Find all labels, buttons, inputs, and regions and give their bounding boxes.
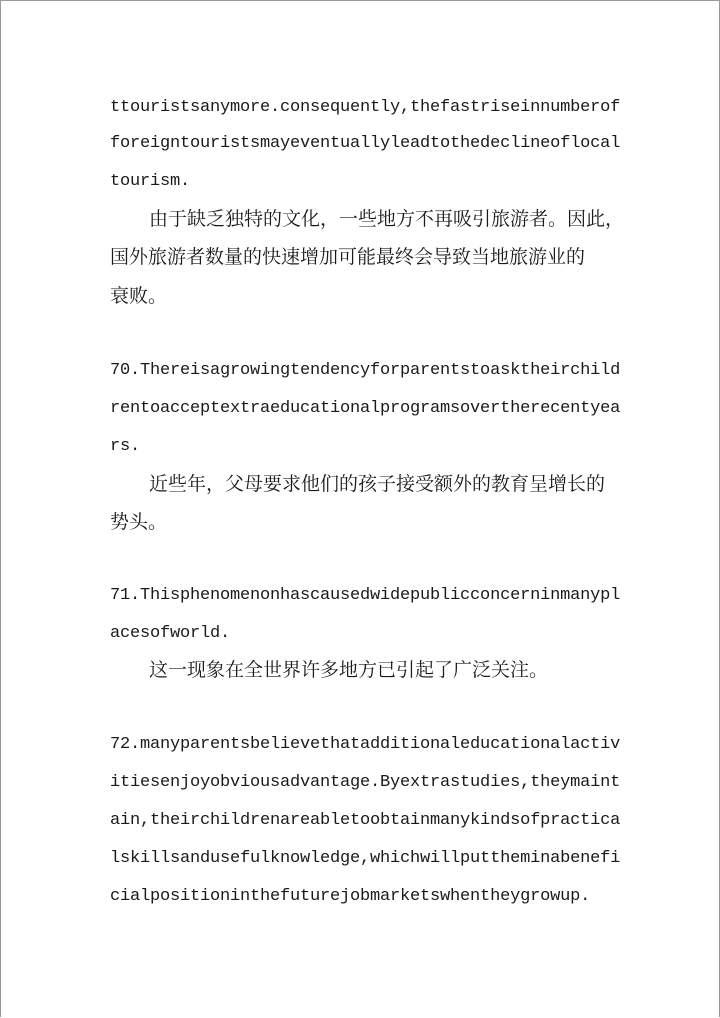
english-line: rs.: [110, 437, 141, 456]
chinese-translation-line: 这一现象在全世界许多地方已引起了广泛关注。: [149, 659, 549, 681]
english-line: 71.Thisphenomenonhascausedwidepublicconcerninmanypl: [110, 586, 621, 605]
english-line: cialpositioninthefuturejobmarketswhentheygrowup.: [110, 887, 591, 906]
chinese-translation-line: 近些年，父母要求他们的孩子接受额外的教育呈增长的: [149, 473, 606, 495]
chinese-translation-line: 势头。: [110, 511, 168, 533]
english-line: tourism.: [110, 172, 191, 191]
english-line: rentoacceptextraeducationalprogramsovertherecentyea: [110, 399, 621, 418]
english-line: ain,theirchildrenareabletoobtainmanykindsofpractica: [110, 811, 621, 830]
english-line: itiesenjoyobviousadvantage.Byextrastudies,theymaint: [110, 773, 621, 792]
chinese-translation-line: 衰败。: [110, 285, 168, 307]
english-line: lskillsandusefulknowledge,whichwillputtheminabenefi: [110, 849, 621, 868]
english-line: 72.manyparentsbelievethatadditionaleducationalactiv: [110, 735, 621, 754]
english-line: foreigntouristsmayeventuallyleadtothedeclineoflocal: [110, 134, 621, 153]
english-line: ttouristsanymore.consequently,thefastriseinnumberof: [110, 98, 621, 117]
english-line: acesofworld.: [110, 624, 231, 643]
chinese-translation-line: 由于缺乏独特的文化，一些地方不再吸引旅游者。因此，: [149, 208, 625, 230]
chinese-translation-line: 国外旅游者数量的快速增加可能最终会导致当地旅游业的: [110, 246, 586, 268]
english-line: 70.Thereisagrowingtendencyforparentstoasktheirchild: [110, 361, 621, 380]
